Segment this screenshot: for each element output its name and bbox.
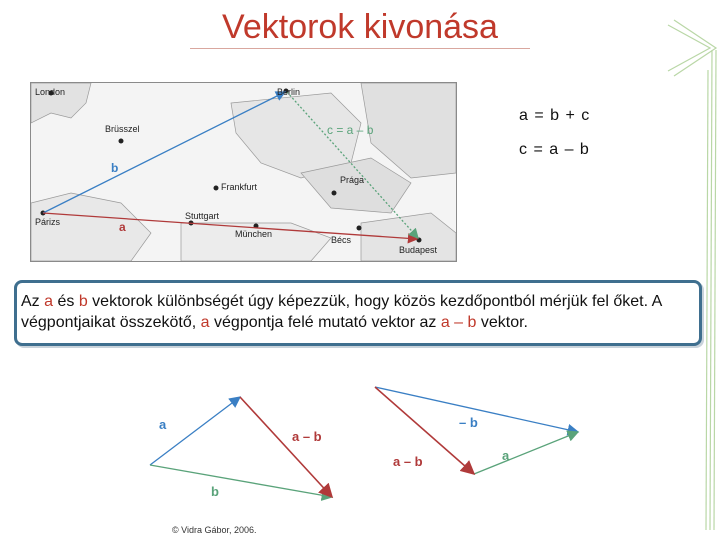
left-vector-a-minus-b (240, 397, 332, 497)
left-label-a: a (159, 417, 167, 432)
explanation-a: a (44, 293, 54, 310)
city-munchen: München (235, 229, 273, 239)
city-stuttgart: Stuttgart (185, 211, 220, 221)
right-label-minus-b: – b (459, 415, 478, 430)
right-vector-a-minus-b (375, 387, 474, 474)
city-parizs: Párizs (35, 217, 61, 227)
right-vector-a (474, 432, 578, 474)
map-label-a: a (119, 220, 126, 234)
formula-sum: a = b + c (519, 107, 591, 124)
explanation-a-minus-b: a – b (440, 314, 477, 331)
right-label-a: a (502, 448, 510, 463)
explanation-text: és (53, 293, 79, 310)
explanation-a: a (200, 314, 210, 331)
city-budapest: Budapest (399, 245, 438, 255)
slide-title: Vektorok kivonása (222, 8, 498, 46)
copyright-text: © Vidra Gábor, 2006. (172, 525, 257, 535)
city-praga: Prága (340, 175, 365, 185)
city-berlin: Berlin (277, 87, 301, 97)
city-brussel: Brüsszel (105, 124, 140, 134)
right-label-a-minus-b: a – b (393, 454, 423, 469)
formula-difference: c = a – b (519, 141, 590, 158)
city-london: London (35, 87, 66, 97)
left-label-a-minus-b: a – b (292, 429, 322, 444)
map-label-b: b (111, 161, 119, 175)
explanation-text: végpontja felé mutató vektor az (209, 314, 441, 331)
explanation-b: b (78, 293, 88, 310)
city-frankfurt: Frankfurt (221, 182, 258, 192)
map-label-c: c = a – b (327, 123, 374, 137)
explanation-text: vektorok különbségét úgy képezzük, hogy közös kezdőpontból mérjük fel őket. A végpontjaikat összekötő, (21, 293, 662, 331)
left-label-b: b (211, 484, 219, 499)
explanation-text: Az (21, 293, 45, 310)
left-vector-b (150, 465, 332, 497)
city-becs: Bécs (331, 235, 352, 245)
explanation-text: vektor. (476, 314, 528, 331)
